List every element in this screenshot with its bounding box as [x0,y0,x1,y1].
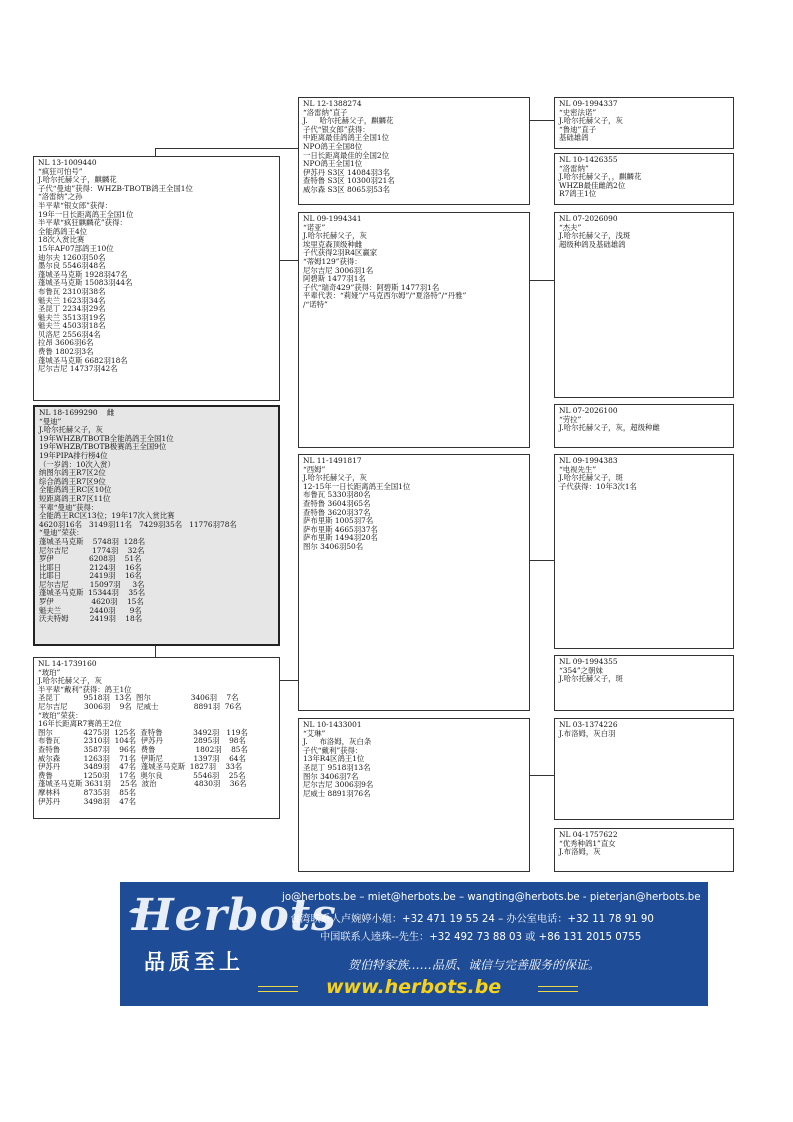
pedigree-line: 半平辈“银女郎”获得： [38,200,113,210]
pedigree-line: 魁夫兰 3513羽19名 [38,312,106,322]
pedigree-line: NPO鸽王全国8位 [303,141,363,151]
pedigree-line: 拉昂 3606羽6名 [38,338,94,348]
pedigree-line: “鲁迪”直子 [559,124,597,134]
email-line[interactable]: jo@herbots.be – miet@herbots.be – wangting@herbots.be - pieterjan@herbots.be [282,892,701,903]
pedigree-line: 伊苏丹 3498羽 47名 [38,796,137,806]
pedigree-line: 全能鸽王RC区13位；19年17次入赏比赛 [39,511,175,521]
pedigree-line: “诺亚” [303,222,326,232]
pedigree-line: 萨布里斯 4665羽37名 [303,524,378,534]
pedigree-line: WHZB最佳雌鸽2位 [559,180,626,190]
pedigree-line: J.哈尔托赫父子，，麒麟花 [559,172,642,182]
pedigree-line: 查特鲁 3587羽 96名 费鲁 1802羽 85名 [38,744,248,754]
pedigree-line: 威尔森 S3区 8065羽53名 [303,184,391,194]
pedigree-line: J.布洛姆，灰 [559,847,601,857]
pedigree-line: 圣昆丁 2234羽29名 [38,304,106,314]
pedigree-line: 费鲁 1250羽 17名 奥尔良 5546羽 25名 [38,770,246,780]
pedigree-line: J.哈尔托赫父子，灰 [303,473,367,483]
pedigree-line: 尼尔吉尼 14737羽42名 [38,364,118,374]
pedigree-line: 沃夫特姆 2419羽 18名 [39,614,143,624]
pedigree-line: 罗伊 4620羽 15名 [39,597,144,607]
pedigree-line: J.哈尔托赫父子，斑 [559,674,623,684]
dam-sire-card [298,454,530,711]
pedigree-line: 蓬城圣马克斯 15083羽44名 [38,278,133,288]
pedigree-line: 子代获得2羽R4区赢家 [303,248,378,258]
pedigree-line: “曼迪” [39,416,62,426]
pedigree-line: 蓬城圣马克斯 1928羽47名 [38,269,128,279]
connector [155,148,298,149]
pedigree-line: “电视先生” [559,464,597,474]
pedigree-line: 13年R4区鸽王1位 [303,754,365,764]
pedigree-line: R7鸽王1位 [559,189,597,199]
pedigree-line: 萨布里斯 1005羽7名 [303,516,374,526]
ring-number: NL 09-1994341 [303,214,362,223]
pedigree-line: 魁夫兰 2440羽 9名 [39,605,142,615]
sire-dam-dam-card [554,404,734,448]
pedigree-line: 子代“曼迪”获得：WHZB-TBOTB鸽王全国1位 [38,183,193,193]
pedigree-line: 伊苏丹 S3区 14084羽3名 [303,167,391,177]
pedigree-line: 半平辈“戴利”获得：鸽王1位 [38,684,132,694]
pedigree-line: 15年AF07部鸽王10位 [38,243,114,253]
pedigree-line: 4620羽16名 3149羽11名 7429羽35名 11776羽78名 [39,519,237,529]
pedigree-line: “西姆” [303,464,326,474]
pedigree-line: 19年WHZB/TBOTB极赛鸽王全国9位 [39,442,167,452]
pedigree-line: “曼迪”荣获： [39,528,84,538]
pedigree-line: J.哈尔托赫父子，灰，超级种雌 [559,423,660,433]
pedigree-line: 墨尔良 5546羽48名 [38,261,106,271]
connector [530,280,554,281]
taiwan-contact-line: 台湾联系人卢婉婷小姐：+32 471 19 55 24 – 办公室电话：+32 11 78 91 90 [290,914,654,925]
pedigree-line: J.哈尔托赫父子，斑 [559,473,623,483]
ring-number: NL 09-1994337 [559,99,618,108]
china-contact-line: 中国联系人逵珠--先生：+32 492 73 88 03 或 +86 131 2015 0755 [320,932,642,943]
ring-number: NL 10-1426355 [559,155,618,164]
pedigree-line: 16年长距离R7赛鸽王2位 [38,719,122,729]
brand-slogan: 品质至上 [144,950,244,974]
pedigree-line: 魁夫兰 4503羽18名 [38,321,106,331]
pedigree-line: “354”之朝妹 [559,665,603,675]
pedigree-line: 蓬城圣马克斯 5748羽 128名 [39,536,146,546]
pedigree-line: 比耶日 2124羽 16名 [39,562,142,572]
pedigree-line: 尼尔吉尼 1774羽 32名 [39,545,145,555]
pedigree-line: 圣昆丁 9518羽13名 [303,762,371,772]
connector [530,560,554,561]
pedigree-line: “洛雷纳” [559,163,589,173]
ring-number: NL 10-1433001 [303,720,362,729]
pedigree-line: “优秀种鸽1”直女 [559,838,616,848]
website-link[interactable]: www.herbots.be [326,976,502,998]
tagline: 贺伯特家族……品质、诚信与完善服务的保证。 [348,958,601,972]
pedigree-line: 萨布里斯 1494羽20名 [303,533,378,543]
pedigree-line: 蓬城圣马克斯 6682羽18名 [38,355,128,365]
sire-sire-sire-card [554,97,734,149]
connector [280,680,298,681]
pedigree-line: “艾琳” [303,728,326,738]
connector [530,120,554,121]
ring-number: NL 03-1374226 [559,720,618,729]
ring-number: NL 12-1388274 [303,99,362,108]
sire-sire-dam-card [554,153,734,205]
pedigree-line: 布鲁瓦 2310羽38名 [38,286,106,296]
pedigree-line: 图尔 3406羽50名 [303,541,364,551]
pedigree-line: 蓬城圣马克斯 15344羽 35名 [39,588,146,598]
dam-sire-dam-card [554,655,734,711]
pedigree-line: 尼尔吉尼 3006羽 9名 尼威士 8891羽 76名 [38,701,242,711]
ring-number: NL 13-1009440 [38,158,97,167]
pedigree-line: 18次入赏比赛 [38,235,85,245]
pedigree-line: 尼尔吉尼 3006羽9名 [303,780,374,790]
dam-dam-sire-card [554,718,734,820]
pedigree-line: 半平辈“疯狂麒麟花”获得： [38,218,127,228]
pedigree-line: J. 哈尔托赫父子，麒麟花 [303,116,394,126]
ring-number: NL 09-1994355 [559,657,618,666]
dam-card [33,657,280,819]
pedigree-line: 圣昆丁 9518羽 13名 图尔 3406羽 7名 [38,693,239,703]
pedigree-line: 阿碧斯 1477羽1名 [303,274,366,284]
pedigree-line: 布鲁瓦 5330羽80名 [303,490,371,500]
connector [530,775,554,776]
connector [155,148,156,156]
pedigree-line: J.布洛姆，灰白羽 [559,728,616,738]
ring-number: NL 07-2026100 [559,406,618,415]
pedigree-line: 12-15年一日长距离鸽王全国1位 [303,481,411,491]
sire-dam-card [298,212,530,448]
divider [538,986,578,992]
pedigree-line: 比耶日 2419羽 16名 [39,571,142,581]
pedigree-line: 埃里克森顶级种雌 [303,239,363,249]
pedigree-line: 伊苏丹 3489羽 47名 蓬城圣马克斯 1827羽 33名 [38,762,243,772]
pedigree-line: 尼尔吉尼 15097羽 3名 [39,579,145,589]
herbots-banner [120,882,708,1006]
pedigree-line: 蓬城圣马克斯 3631羽 25名 波治 4830羽 36名 [38,779,247,789]
dam-dam-dam-card [554,828,734,872]
pedigree-line: “劳拉” [559,414,582,424]
pedigree-line: 摩林科 8735羽 85名 [38,787,137,797]
pedigree-line: 魁夫兰 1623羽34名 [38,295,106,305]
ring-number: NL 11-1491817 [303,456,362,465]
pedigree-line: 查特鲁 3620羽37名 [303,507,371,517]
pedigree-line: 全能鸽鸽王RC区10位 [39,485,112,495]
pedigree-line: J.哈尔托赫父子，灰 [303,231,367,241]
pedigree-line: 子代“戴利”获得： [303,745,363,755]
pedigree-line: 贝洛尼 2556羽4名 [38,329,101,339]
pedigree-line: 19年PIPA排行榜4位 [39,450,108,460]
dam-sire-sire-card [554,454,734,649]
pedigree-line: NPO鸽王全国1位 [303,159,363,169]
ring-number: NL 07-2026090 [559,214,618,223]
pedigree-line: J.哈尔托赫父子，灰 [39,425,103,435]
pedigree-line: 费鲁 1802羽3名 [38,347,94,357]
brand-logo: Herbots [132,890,337,941]
pedigree-line: 子代“银女郎”获得： [303,124,370,134]
pedigree-line: “蒂姆129”获得： [303,256,362,266]
pedigree-line: 查特鲁 S3区 10300羽21名 [303,176,395,186]
pedigree-line: 迪尔夫 1260羽50名 [38,252,106,262]
pedigree-line: “疯狂可怕号” [38,166,83,176]
pedigree-line: 尼尔吉尼 3006羽1名 [303,265,374,275]
pedigree-line: /“诺特” [303,299,328,309]
divider [258,986,298,992]
pedigree-line: 图尔 4275羽 125名 查特鲁 3492羽 119名 [38,727,248,737]
subject-card [33,405,280,646]
pedigree-line: 威尔森 1263羽 71名 伊斯尼 1397羽 64名 [38,753,246,763]
pedigree-line: “洛雷纳”直子 [303,107,348,117]
pedigree-line: 基础雄鸽 [559,133,589,143]
pedigree-line: 纳图尔鸽王R7区2位 [39,468,106,478]
pedigree-line: 综合鸽鸽王R7区9位 [39,476,106,486]
pedigree-line: “史密法诺” [559,107,597,117]
connector [280,260,298,261]
pedigree-line: 短距离鸽王R7区11位 [39,493,111,503]
pedigree-line: J.哈尔托赫父子，麒麟花 [38,175,117,185]
dam-dam-card [298,718,530,872]
pedigree-line: 罗伊 6208羽 51名 [39,554,142,564]
pedigree-line: 查特鲁 3604羽65名 [303,498,371,508]
pedigree-line: 19年一日长距离鸽王全国1位 [38,209,134,219]
sire-sire-card [298,97,530,205]
pedigree-line: J. 布洛姆，灰白条 [303,737,372,747]
pedigree-line: 子代获得：10年3次1名 [559,481,637,491]
ring-number: NL 18-1699290 雌 [39,408,115,417]
sire-dam-sire-card [554,212,734,398]
pedigree-line: （一岁鸽：10次入赏） [39,459,115,469]
pedigree-line: 超级种鸽及基础雄鸽 [559,239,626,249]
sire-card [33,156,280,401]
pedigree-line: “玻珀” [38,667,61,677]
pedigree-line: “杰夫” [559,222,582,232]
pedigree-line: 19年WHZB/TBOTB全能鸽鸽王全国1位 [39,433,174,443]
pedigree-line: 平辈“曼迪”获得： [39,502,99,512]
ring-number: NL 09-1994383 [559,456,618,465]
pedigree-line: J.哈尔托赫父子，灰 [559,116,623,126]
pedigree-line: “玻珀”荣获： [38,710,83,720]
pedigree-line: 一日长距离最佳的全国2位 [303,150,390,160]
ring-number: NL 04-1757622 [559,830,618,839]
pedigree-line: J.哈尔托赫父子，浅斑 [559,231,631,241]
pedigree-line: 尼威士 8891羽76名 [303,788,371,798]
connector [155,646,156,657]
pedigree-line: 子代“瑞奇429”获得：阿碧斯 1477羽1名 [303,282,440,292]
pedigree-line: 布鲁瓦 2310羽 104名 伊苏丹 2895羽 98名 [38,736,246,746]
pedigree-line: 图尔 3406羽7名 [303,771,359,781]
pedigree-line: 全能鸽鸽王4位 [38,226,88,236]
pedigree-line: “洛雷纳”之孙 [38,192,83,202]
pedigree-line: 平辈代表：“莉娅”/“马克西尔姆”/“夏洛特”/“丹雅” [303,291,467,301]
pedigree-line: 中距离最佳鸽鸽王全国1位 [303,133,390,143]
ring-number: NL 14-1739160 [38,659,97,668]
pedigree-line: J.哈尔托赫父子，灰 [38,676,102,686]
